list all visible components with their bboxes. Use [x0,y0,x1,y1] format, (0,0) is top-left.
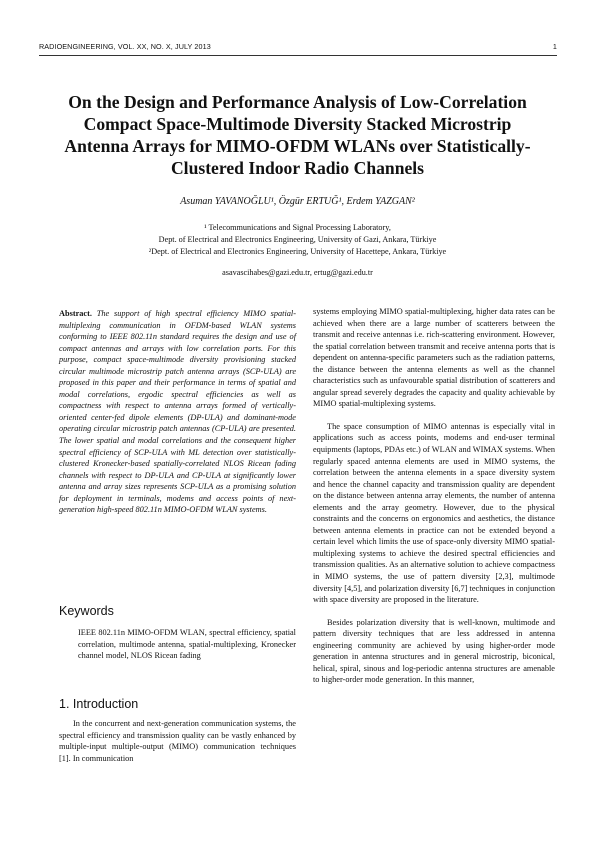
abstract-label: Abstract. [59,309,92,318]
paragraph: Besides polarization diversity that is well-known, multimode and pattern diversity techniques that are less addressed in antenna engineering community are achieved by using higher-order mode generation in antenna structures and in general microstrip, biconical, helical, spiral, sinous and log-periodic antenna structures are amenable to higher-order mode generation. In this manner, [313,617,555,685]
running-header [39,42,557,56]
header-rule [39,55,557,56]
author-list: Asuman YAVANOĞLU¹, Özgür ERTUĞ¹, Erdem YAZGAN² [180,196,415,207]
paper-title: On the Design and Performance Analysis of Low-Correlation Compact Space-Multimode Diversity Stacked Microstrip Antenna Arrays for MIMO-OFDM WLANs over Statistically-Clustered Indoor Radio Channels [64,92,531,178]
affiliation-line: ²Dept. of Electrical and Electronics Engineering, University of Hacettepe, Ankara, Türkiye [148,247,447,256]
affiliation-line: Dept. of Electrical and Electronics Engineering, University of Gazi, Ankara, Türkiye [158,235,437,244]
abstract-text: The support of high spectral efficiency MIMO spatial-multiplexing communication in OFDM-based WLAN systems conforming to IEEE 802.11n standard requires the design and use of compact antennas and arrays with low correlation ports. For this purpose, compact space-multimode diversity provisioning stacked circular multimode microstrip patch antenna arrays (SCP-ULA) are proposed in this paper and their performance in terms of spatial and modal correlations, ergodic spectral efficiencies as well as compactness with respect to antenna arrays formed of vertically-oriented center-fed dipole elements (DP-ULA) and dominant-mode operating circular microstrip patch antennas (CP-ULA) are presented. The lower spatial and modal correlations and the consequent higher spectral efficiency of SCP-ULA with ML detection over statistically-clustered Kronecker-based spatially-correlated NLOS Ricean fading channels with respect to DP-ULA and CP-ULA at significantly lower antenna and array sizes represents SCP-ULA as a promising solution for deployment in terminals, modems and access points of next-generation high-speed 802.11n MIMO-OFDM WLAN systems. [59,309,296,515]
page-number: 1 [552,42,557,51]
paragraph: The space consumption of MIMO antennas is especially vital in applications such as access points, modems and end-user terminal equipments (laptops, PDAs etc.) of WLAN and WIMAX systems. When regularly spaced antenna elements are used in MIMO systems, the correlation between the antenna elements in a space diversity system and hence the channel capacity and transmission quality are dependent on the distance between antenna array elements, the number of antenna elements and the array geometry. However, due to the physical constraints and the concerns on ergonomics and aesthetics, the distance between antenna elements in practice can not be extended beyond a certain level which limits the use of space-only diversity MIMO spatial-multiplexing systems to achieve the desired spectral efficiencies and transmission qualities. As an alternative solution to achieve compactness in MIMO systems, the use of pattern diversity [2,3], multimode diversity [4,5], and polarization diversity [6,7] techniques in conjunction with space diversity are proposed in the literature. [313,421,555,605]
abstract [59,308,296,516]
section-heading-introduction: 1. Introduction [59,697,139,711]
right-column [313,306,555,686]
affiliations [0,222,595,258]
author-emails: asavascihabes@gazi.edu.tr, ertug@gazi.edu.tr [222,268,373,277]
introduction-text [59,718,296,764]
journal-name: RADIOENGINEERING, VOL. XX, NO. X, JULY 2013 [39,42,211,51]
paragraph: systems employing MIMO spatial-multiplexing, higher data rates can be achieved when there are a large number of scatterers between the transmit and receive antennas i.e. rich-scattering environment. However, the spatial correlation between transmit and receive antenna ports that is dependent on antenna-specific parameters such as the radiation patterns, the distance between the antenna elements as well as the channel characteristics such as unfavourable spatial distribution of scatterers and angular spread severely degrades the capacity and quality achievable by MIMO spatial-multiplexing systems. [313,307,555,409]
paragraph: In the concurrent and next-generation communication systems, the spectral efficiency and transmission quality can be vastly enhanced by multiple-input multiple-output (MIMO) communication techniques [1]. In communication [59,719,296,763]
keywords-heading: Keywords [59,604,114,618]
keywords-text: IEEE 802.11n MIMO-OFDM WLAN, spectral efficiency, spatial correlation, multimode antenna, spatial-multiplexing, Kronecker channel model, NLOS Ricean fading [78,628,296,661]
affiliation-line: ¹ Telecommunications and Signal Processing Laboratory, [204,223,391,232]
